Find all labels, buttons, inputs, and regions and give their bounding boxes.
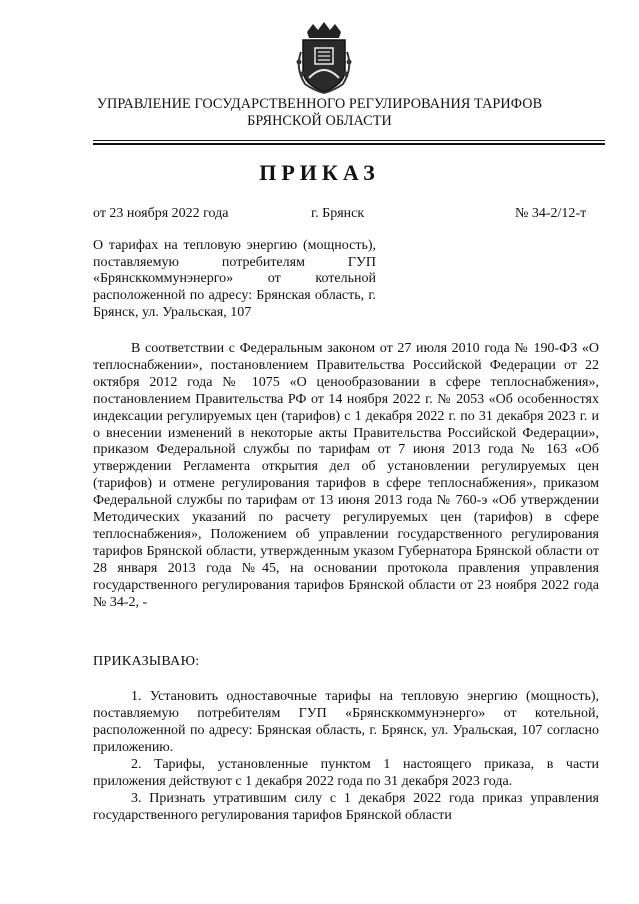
order-heading: ПРИКАЗЫВАЮ: [93,654,200,669]
document-subject: О тарифах на тепловую энергию (мощность), поставляемую потребителям ГУП «Брянсккоммунэнерго» от котельной расположенной по адресу: Брянская область, г. Брянск, ул. Уральская, 107 [93,238,376,320]
document-city: г. Брянск [311,206,365,221]
preamble-paragraph: В соответствии с Федеральным законом от 27 июля 2010 года № 190-ФЗ «О теплоснабжении», постановлением Правительства Российской Федерации от 22 октября 2012 года № 1075 «О ценообразовании в сфере теплоснабжения», постановлением Правительства РФ от 14 ноября 2022 г. № 2053 «Об особенностях индексации регулируемых цен (тарифов) с 1 декабря 2022 г. по 31 декабря 2023 г. и о внесении изменений в некоторые акты Правительства Российской Федерации», приказом Федеральной службы по тарифам от 7 июня 2013 года № 163 «Об утверждении Регламента открытия дел об установлении регулируемых цен (тарифов) и отмене регулирования тарифов в сфере теплоснабжения», приказом Федеральной службы по тарифам от 13 июня 2013 года № 760-э «Об утверждении Методических указаний по расчету регулируемых цен (тарифов) в сфере теплоснабжения», Положением об управлении государственного регулирования тарифов Брянской области, утвержденным указом Губернатора Брянской области от 28 января 2013 года №45, на основании протокола правления управления государственного регулирования тарифов Брянской области от 23 ноября 2022 года № 34-2, - [93,341,599,610]
organization-name-line1: УПРАВЛЕНИЕ ГОСУДАРСТВЕННОГО РЕГУЛИРОВАНИЯ ТАРИФОВ [96,96,543,112]
order-item-1: 1. Установить одноставочные тарифы на тепловую энергию (мощность), поставляемую потребителям ГУП «Брянсккоммунэнерго» от котельной, расположенной по адресу: Брянская область, г. Брянск, ул. Уральская, 107 согласно приложению. [93,689,599,755]
document-title: ПРИКАЗ [259,160,380,185]
document-number: № 34-2/12-т [515,206,587,221]
order-item-2: 2. Тарифы, установленные пунктом 1 настоящего приказа, в части приложения действуют с 1 декабря 2022 года по 31 декабря 2023 года. [93,757,599,789]
header-divider-thick [93,143,605,145]
organization-name [40,96,599,130]
order-item-3: 3. Признать утратившим силу с 1 декабря 2022 года приказ управления государственного регулирования тарифов Брянской области [93,791,599,823]
document-date: от 23 ноября 2022 года [93,206,229,221]
header-divider-thin [93,140,605,141]
organization-name-line2: БРЯНСКОЙ ОБЛАСТИ [247,113,392,129]
bryansk-coat-of-arms-icon [293,22,355,94]
